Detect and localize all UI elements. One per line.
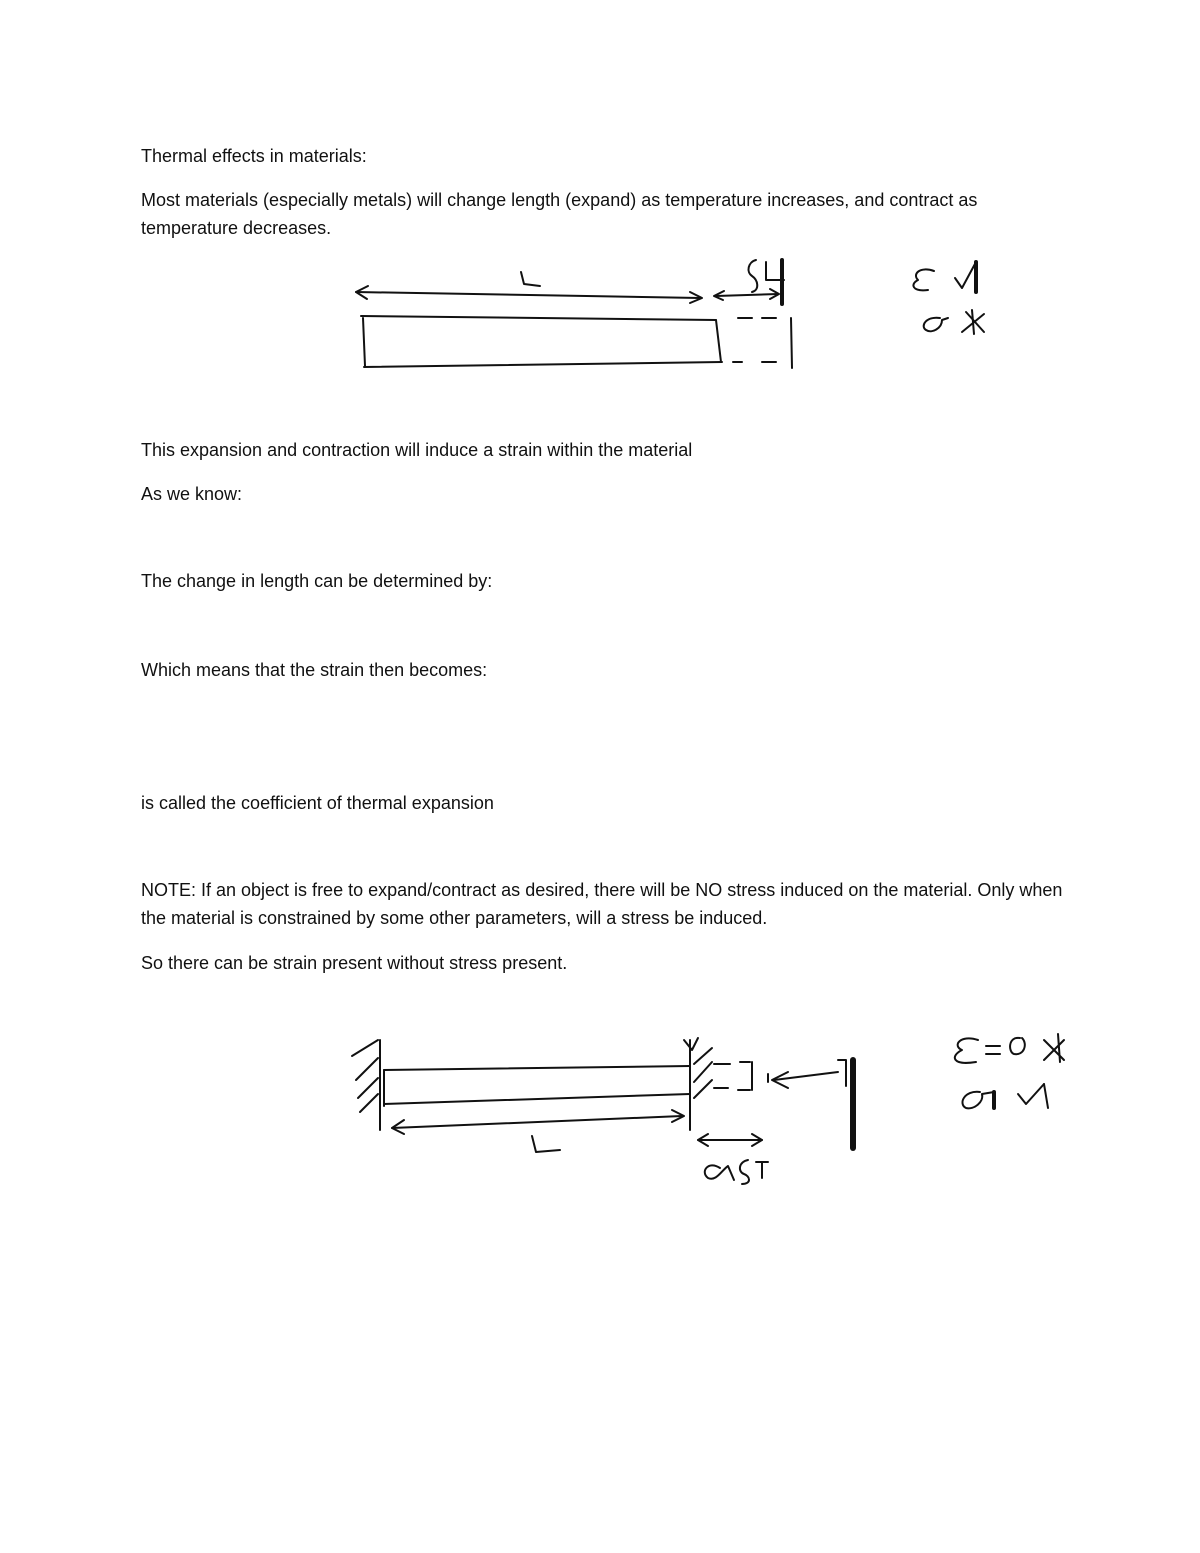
- as-we-know: As we know:: [141, 484, 243, 504]
- conclusion: So there can be strain present without stress present.: [141, 953, 568, 973]
- constrained-length-label: [532, 1136, 560, 1152]
- alpha-delta-t-arrow: [698, 1134, 762, 1146]
- strain-statement: This expansion and contraction will induce a strain within the material: [141, 440, 693, 460]
- dashed-expansion-constrained: [714, 1062, 768, 1090]
- note-paragraph: NOTE: If an object is free to expand/contract as desired, there will be NO stress induced on the material. Only when the material is constrained by some other parameters, will a stress be induced.: [141, 880, 1063, 928]
- strain-zero-cross-sketch: [955, 1034, 1064, 1063]
- right-wall: [684, 1038, 712, 1130]
- force-arrow: [772, 1060, 846, 1088]
- heading: Thermal effects in materials:: [141, 146, 367, 166]
- coefficient-definition: is called the coefficient of thermal expansion: [141, 793, 494, 813]
- constrained-length-arrow: [392, 1110, 684, 1134]
- strain-becomes: Which means that the strain then becomes:: [141, 660, 488, 680]
- stress-check-sketch: [962, 1084, 1048, 1108]
- constrained-bar: [384, 1066, 690, 1106]
- change-in-length: The change in length can be determined by:: [141, 571, 493, 591]
- alpha-delta-t-label: [705, 1160, 768, 1184]
- left-wall: [352, 1040, 380, 1130]
- intro-paragraph: Most materials (especially metals) will change length (expand) as temperature increases, and contract as temperature decreases.: [141, 190, 978, 238]
